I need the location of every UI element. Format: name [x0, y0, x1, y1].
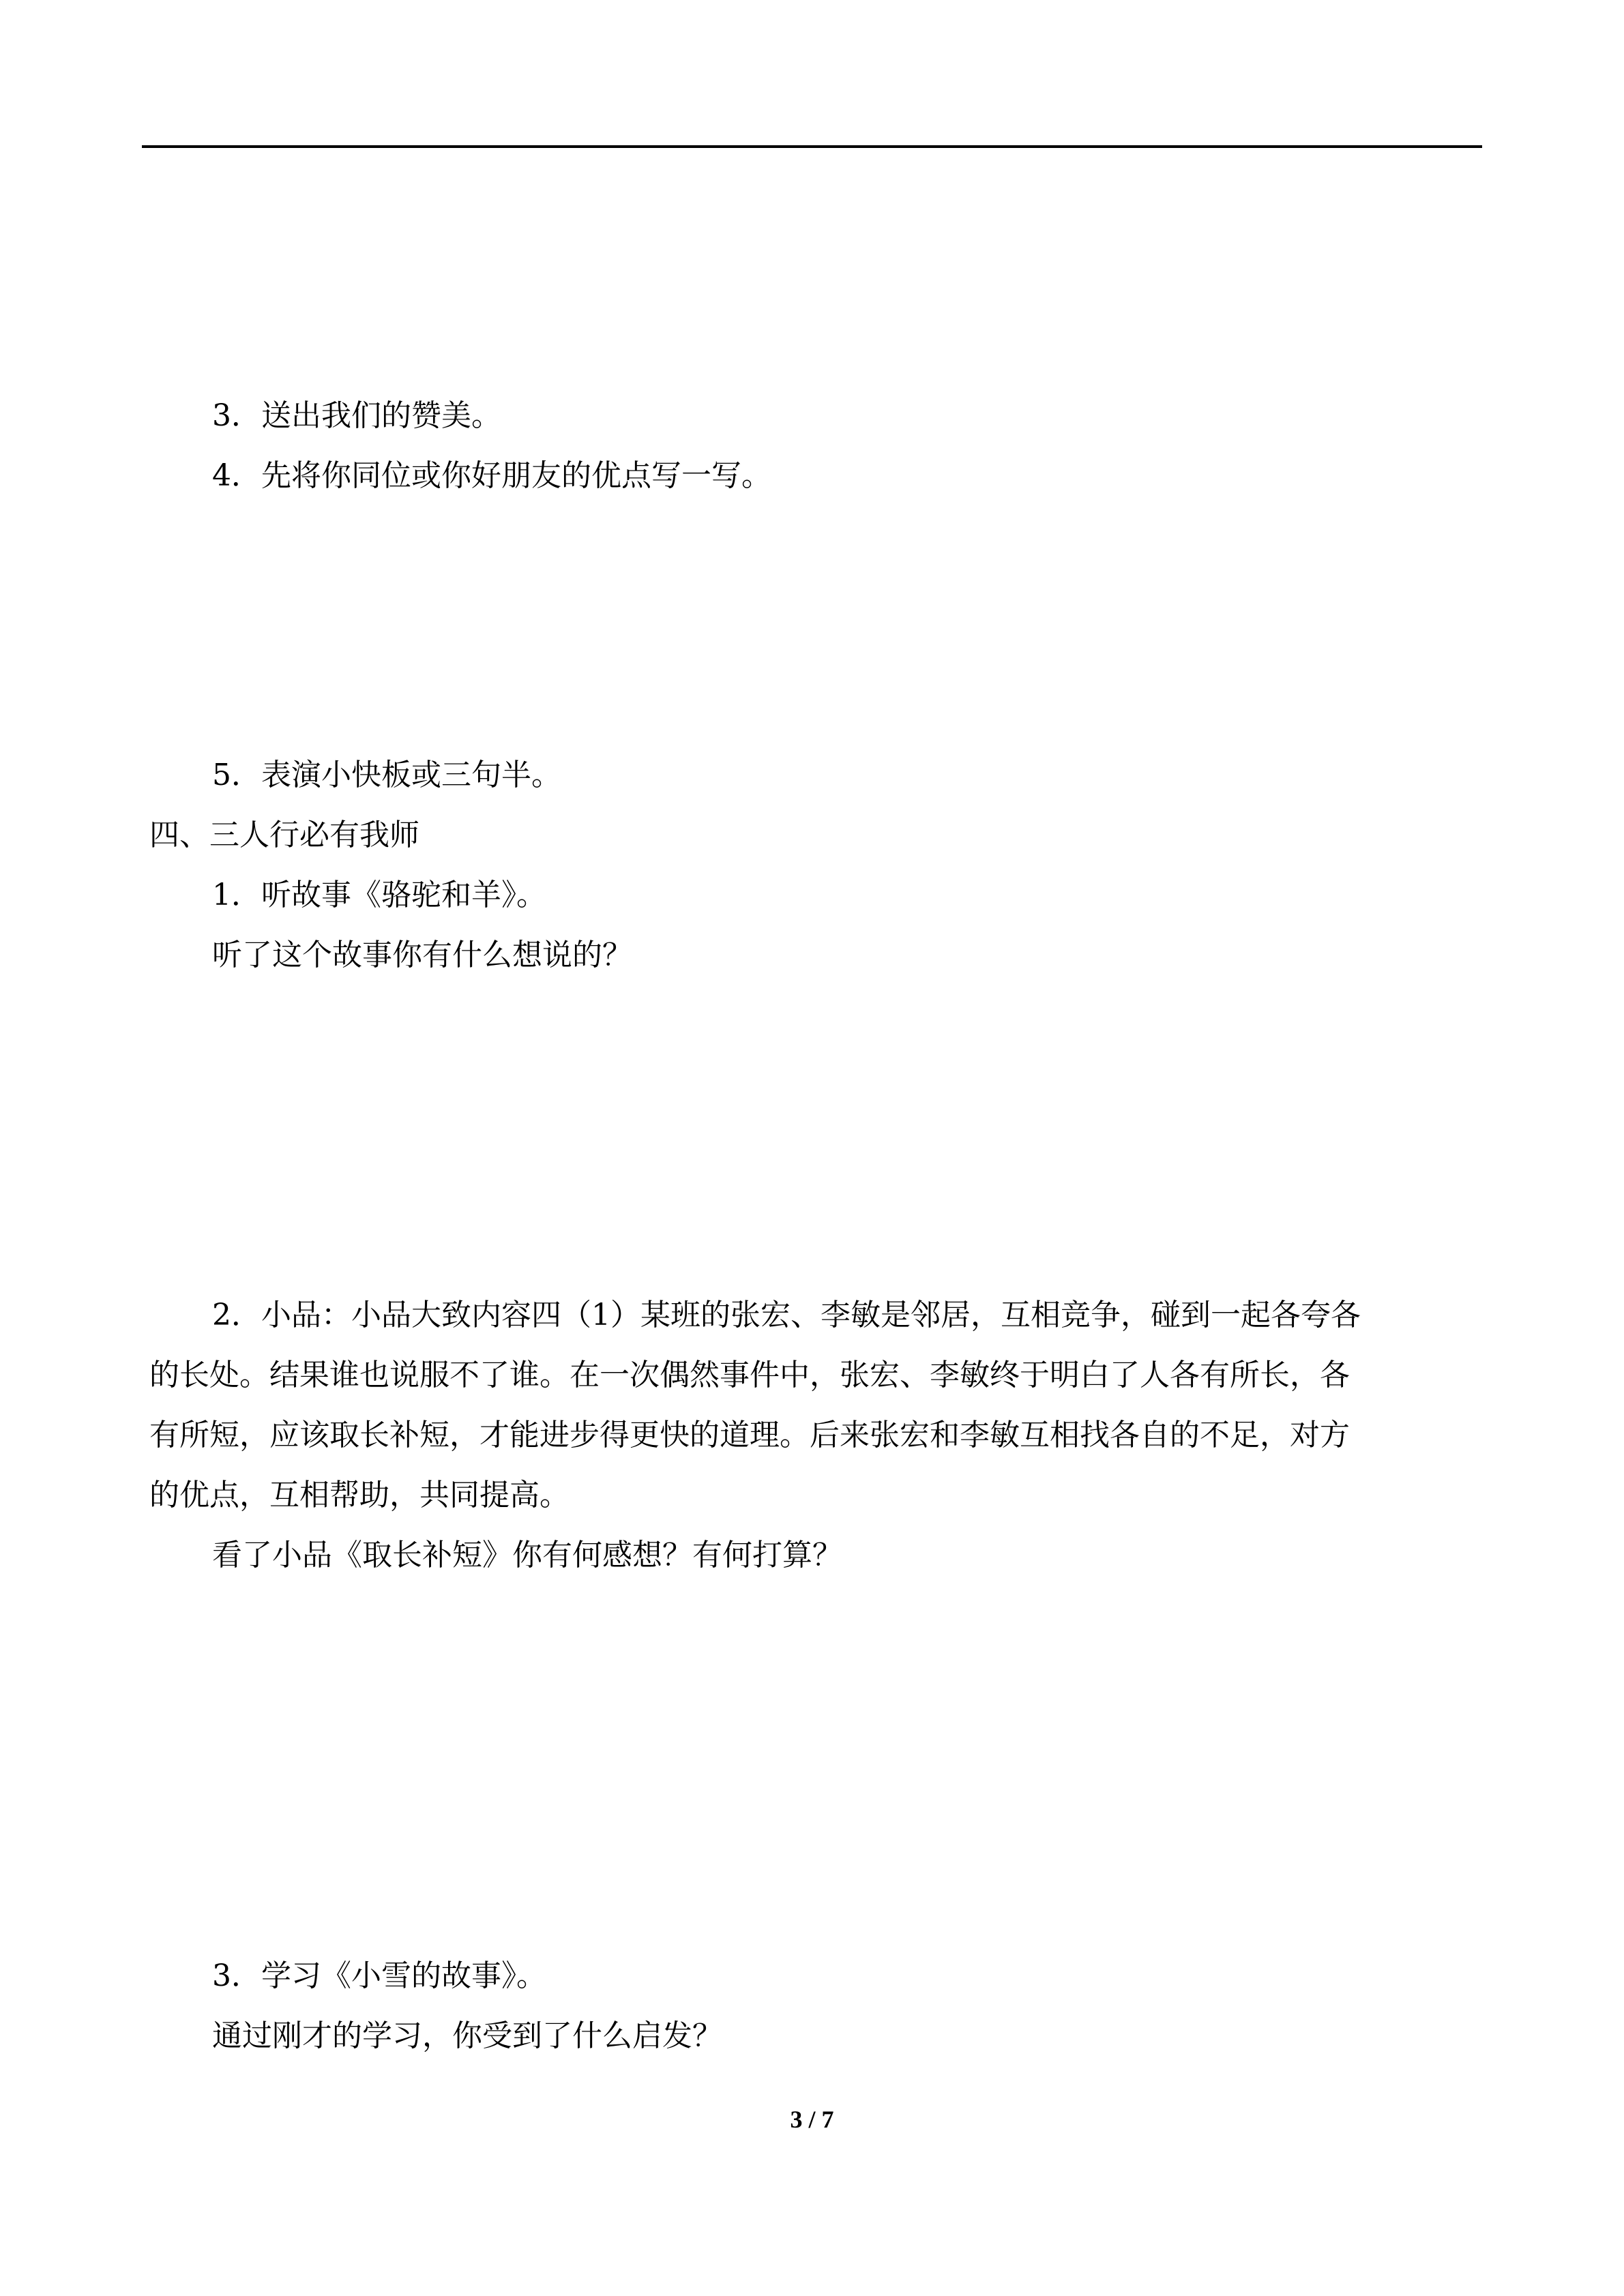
- item-1-listen-story: 1．听故事《骆驼和羊》。: [212, 878, 546, 912]
- question-skit-thoughts: 看了小品《取长补短》你有何感想？有何打算？: [212, 1538, 842, 1572]
- item-3-send-praise: 3．送出我们的赞美。: [212, 398, 501, 433]
- question-story-thoughts: 听了这个故事你有什么想说的？: [212, 938, 632, 972]
- header-rule: [142, 145, 1482, 148]
- page-number: 3 / 7: [790, 2106, 834, 2133]
- item-4-write-strengths: 4．先将你同位或你好朋友的优点写一写。: [212, 458, 771, 493]
- item-3-learn-story: 3．学习《小雪的故事》。: [212, 1958, 546, 1993]
- question-inspiration: 通过刚才的学习，你受到了什么启发？: [212, 2018, 722, 2053]
- item-2-skit-line-2: 的长处。结果谁也说服不了谁。在一次偶然事件中，张宏、李敏终于明白了人各有所长，各: [149, 1358, 1350, 1392]
- item-5-perform: 5．表演小快板或三句半。: [212, 758, 561, 792]
- item-2-skit-line-4: 的优点，互相帮助，共同提高。: [149, 1478, 570, 1512]
- section-heading-four: 四、三人行必有我师: [149, 818, 419, 852]
- item-2-skit-line-1: 2．小品：小品大致内容四（1）某班的张宏、李敏是邻居，互相竞争，碰到一起各夸各: [212, 1298, 1361, 1332]
- item-2-skit-line-3: 有所短，应该取长补短，才能进步得更快的道理。后来张宏和李敏互相找各自的不足，对方: [149, 1418, 1350, 1452]
